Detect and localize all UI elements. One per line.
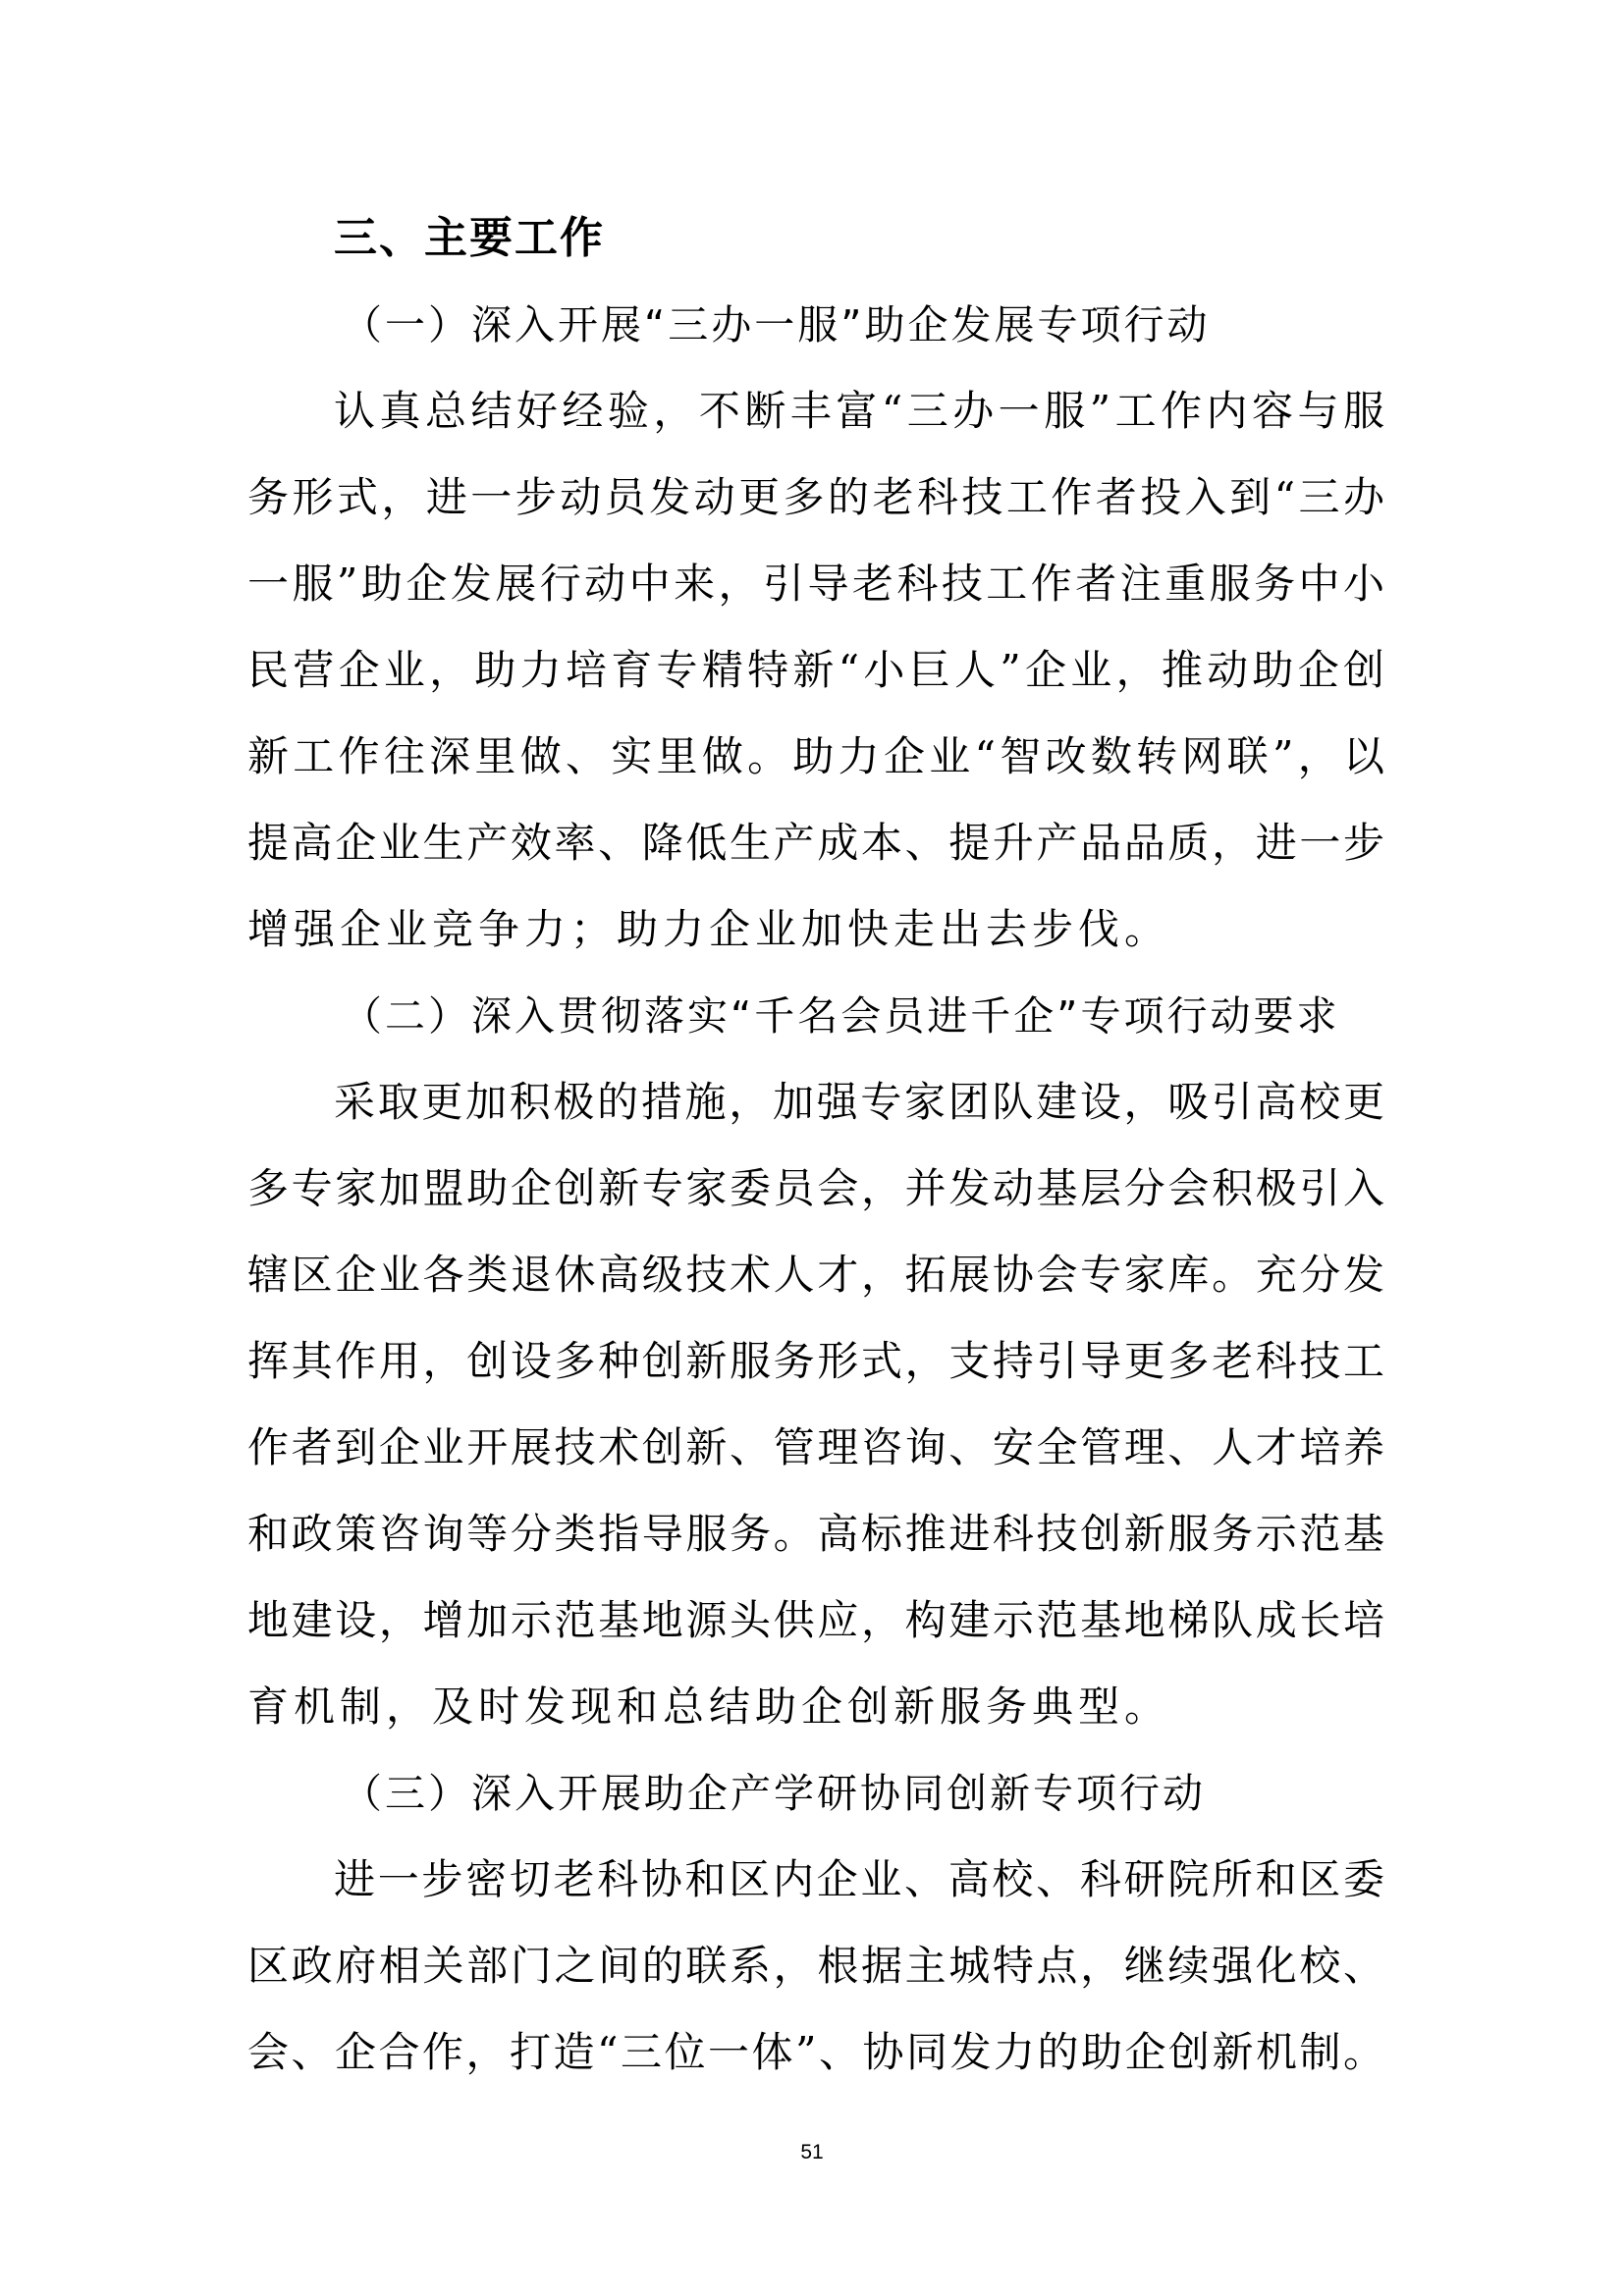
subsection-heading-1: （一）深入开展“三办一服”助企发展专项行动 [342,301,1211,348]
paragraph-line: 进一步密切老科协和区内企业、高校、科研院所和区委 [334,1855,1384,1903]
paragraph-line: 作者到企业开展技术创新、管理咨询、安全管理、人才培养 [247,1423,1384,1471]
paragraph-line: 多专家加盟助企创新专家委员会，并发动基层分会积极引入 [247,1164,1384,1212]
paragraph-line: 会、企合作，打造“三位一体”、协同发力的助企创新机制。 [247,2028,1384,2076]
paragraph-line: 增强企业竞争力；助力企业加快走出去步伐。 [247,905,1171,953]
subsection-heading-2: （二）深入贯彻落实“千名会员进千企”专项行动要求 [342,992,1340,1040]
paragraph-line: 认真总结好经验，不断丰富“三办一服”工作内容与服 [334,387,1384,435]
paragraph-line: 提高企业生产效率、降低生产成本、提升产品品质，进一步 [247,819,1384,867]
paragraph-line: 辖区企业各类退休高级技术人才，拓展协会专家库。充分发 [247,1251,1384,1299]
paragraph-line: 和政策咨询等分类指导服务。高标推进科技创新服务示范基 [247,1510,1384,1558]
paragraph-line: 一服”助企发展行动中来，引导老科技工作者注重服务中小 [247,560,1384,608]
subsection-heading-3: （三）深入开展助企产学研协同创新专项行动 [342,1770,1206,1817]
paragraph-line: 育机制，及时发现和总结助企创新服务典型。 [247,1682,1171,1731]
paragraph-line: 挥其作用，创设多种创新服务形式，支持引导更多老科技工 [247,1337,1384,1385]
paragraph-line: 采取更加积极的措施，加强专家团队建设，吸引高校更 [334,1078,1384,1126]
paragraph-line: 新工作往深里做、实里做。助力企业“智改数转网联”，以 [247,732,1384,780]
paragraph-line: 务形式，进一步动员发动更多的老科技工作者投入到“三办 [247,473,1384,521]
section-heading: 三、主要工作 [334,213,605,263]
paragraph-line: 地建设，增加示范基地源头供应，构建示范基地梯队成长培 [247,1596,1384,1644]
paragraph-line: 区政府相关部门之间的联系，根据主城特点，继续强化校、 [247,1942,1384,1990]
page-number: 51 [800,2141,824,2163]
paragraph-line: 民营企业，助力培育专精特新“小巨人”企业，推动助企创 [247,646,1384,694]
